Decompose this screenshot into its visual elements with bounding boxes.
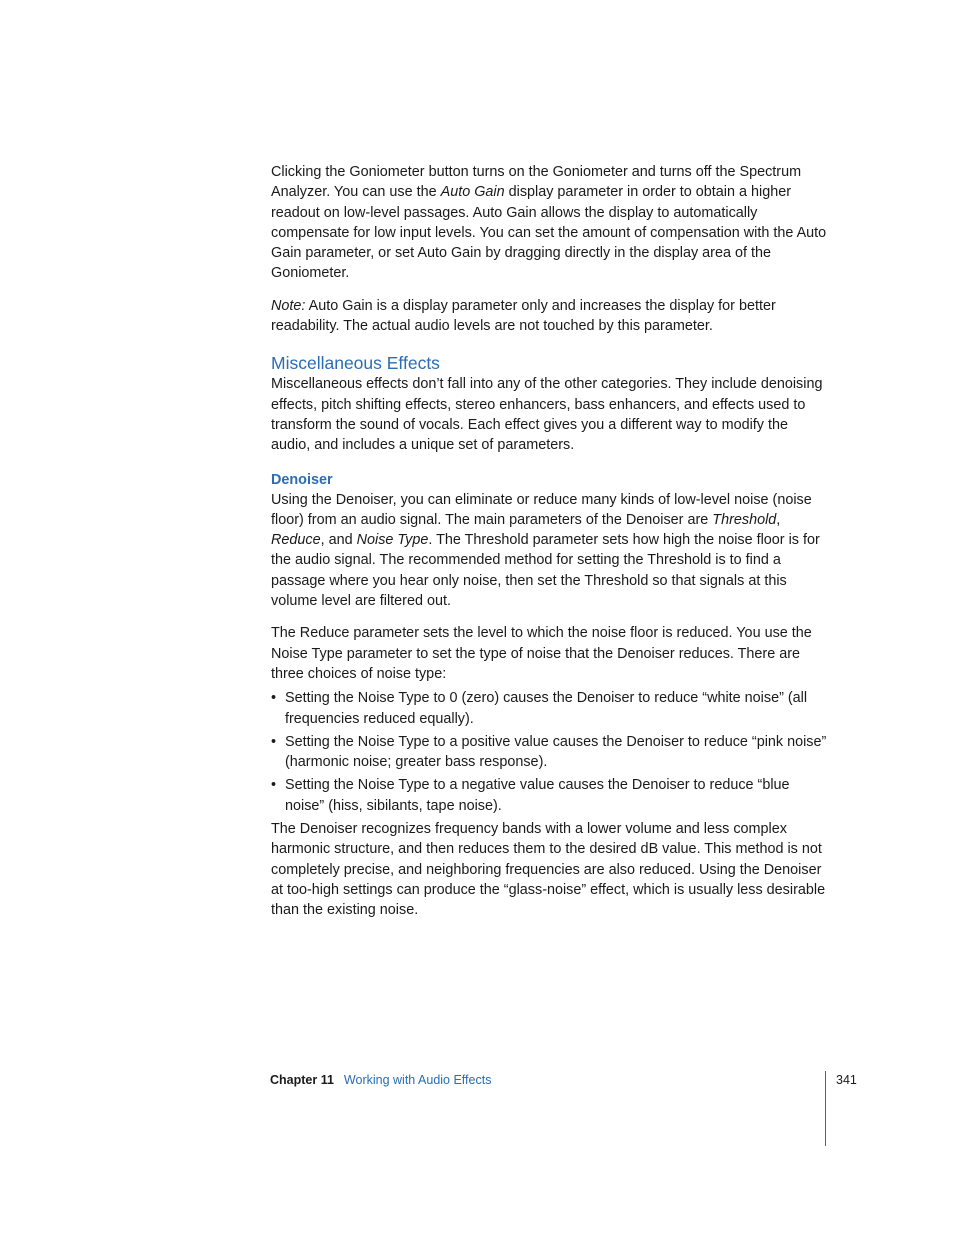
list-item [271,688,831,729]
subsection-heading-denoiser: Denoiser [271,471,333,488]
footer-divider [825,1071,826,1146]
chapter-title-link[interactable]: Working with Audio Effects [343,1073,492,1087]
bullet-icon: • [271,733,277,750]
list-item-text: Setting the Noise Type to 0 (zero) causes the Denoiser to reduce “white noise” (all frequencies reduced equally). [285,690,808,727]
noise-type-term: Noise Type [356,532,429,549]
list-item-text: Setting the Noise Type to a negative value causes the Denoiser to reduce “blue noise” (hiss, sibilants, tape noise). [285,777,790,814]
note-label: Note: [271,297,306,314]
denoiser-text-1: Using the Denoiser, you can eliminate or reduce many kinds of low-level noise (noise floor) from an audio signal. The main parameters of the Denoiser are [271,491,812,528]
page-number: 341 [836,1073,857,1087]
denoiser-paragraph-3: The Denoiser recognizes frequency bands with a lower volume and less complex harmonic structure, and then reduces them to the desired dB value. This method is not completely precise, and neighboring frequencies are also reduced. Using the Denoiser at too-high settings can produce the “glass-noise” effect, which is usually less desirable than the existing noise. [271,821,826,919]
page-footer [270,1071,491,1089]
list-item [271,732,831,773]
separator: , [776,511,781,528]
threshold-term: Threshold [712,511,777,528]
denoiser-paragraph-1 [271,490,831,612]
intro-paragraph [271,162,831,284]
note-text: Auto Gain is a display parameter only and increases the display for better readability. The actual audio levels are not touched by this parameter. [271,297,776,335]
separator: , and [320,532,357,549]
section-heading-miscellaneous-effects: Miscellaneous Effects [271,353,440,374]
misc-paragraph: Miscellaneous effects don’t fall into any of the other categories. They include denoising effects, pitch shifting effects, stereo enhancers, bass enhancers, and effects used to transform the sound of vocals. Each effect gives you a different way to modify the audio, and includes a unique set of parameters. [271,376,823,454]
denoiser-text-2: . The Threshold parameter sets how high the noise floor is for the audio signal. The recommended method for setting the Threshold is to find a passage where you hear only noise, then set the Threshold so that signals at this volume level are filtered out. [271,532,820,610]
noise-type-list [271,688,831,816]
bullet-icon: • [271,690,277,707]
reduce-term: Reduce [271,532,321,549]
intro-text-1: Clicking the Goniometer button turns on the Goniometer and turns off the Spectrum Analyzer. You can use the [271,164,802,201]
note-paragraph [271,296,831,337]
chapter-label: Chapter 11 [270,1073,334,1087]
denoiser-paragraph-2: The Reduce parameter sets the level to which the noise floor is reduced. You use the Noise Type parameter to set the type of noise that the Denoiser reduces. There are three choices of noise type: [271,625,812,682]
list-item [271,775,831,816]
auto-gain-term: Auto Gain [440,184,505,201]
intro-text-2: display parameter in order to obtain a higher readout on low-level passages. Auto Gain allows the display to automatically compensate for low input levels. You can set the amount of compensation with the Auto Gain parameter, or set Auto Gain by dragging directly in the display area of the Goniometer. [271,184,827,282]
list-item-text: Setting the Noise Type to a positive value causes the Denoiser to reduce “pink noise” (harmonic noise; greater bass response). [285,733,827,771]
page-content [271,162,831,921]
bullet-icon: • [271,777,277,794]
